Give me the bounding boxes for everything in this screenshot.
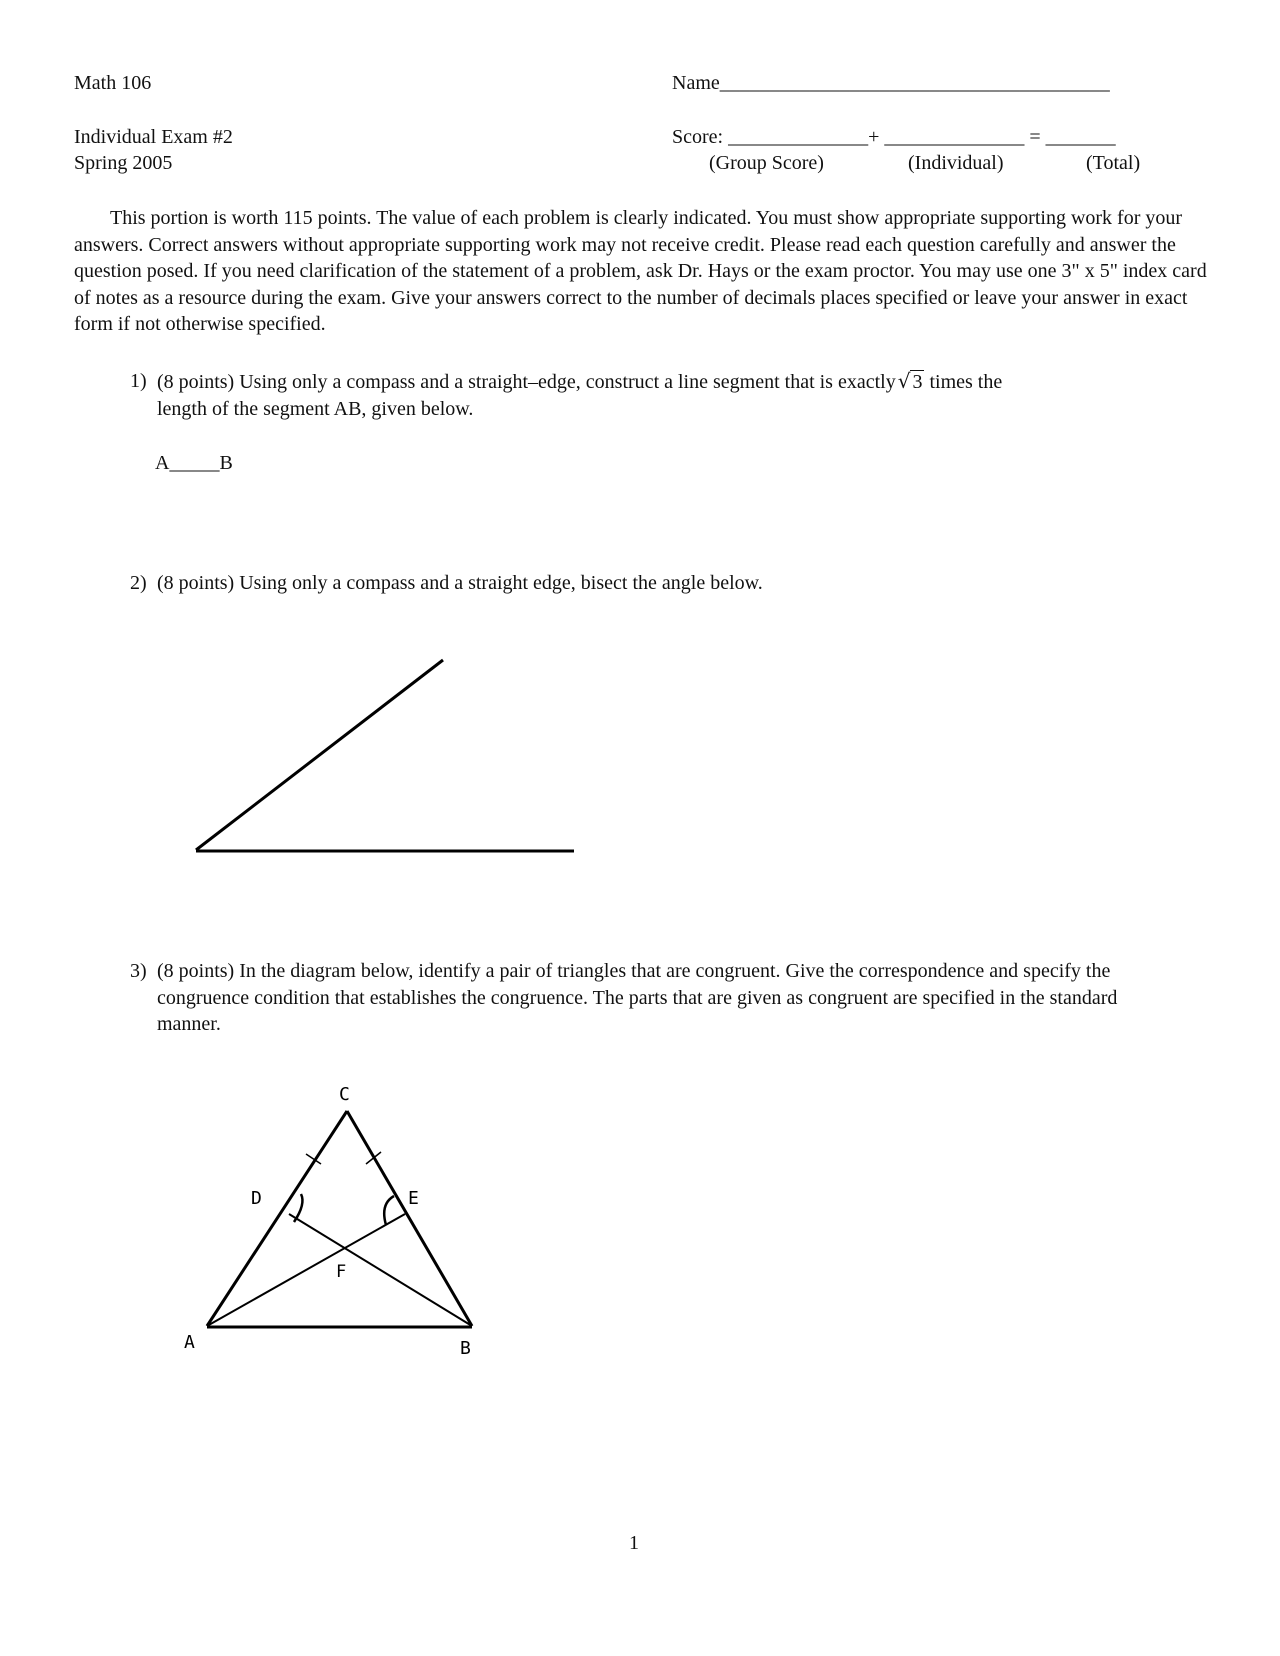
score-label: Score: — [672, 126, 724, 148]
exam-term: Spring 2005 — [74, 152, 173, 174]
exam-title: Individual Exam #2 — [74, 126, 233, 148]
segment-ab: A_____B — [155, 452, 233, 474]
angle-arc-d — [294, 1194, 302, 1222]
side-ac — [207, 1111, 347, 1326]
label-a: A — [184, 1332, 195, 1353]
individual-score-label: (Individual) — [908, 152, 1004, 174]
radicand: 3 — [912, 371, 923, 393]
label-e: E — [408, 1188, 419, 1209]
question-1-number: 1) — [130, 370, 147, 392]
course-title: Math 106 — [74, 72, 152, 94]
label-d: D — [251, 1188, 262, 1209]
name-blank: _______________________________________ — [719, 72, 1110, 94]
question-2-text: (8 points) Using only a compass and a straight edge, bisect the angle below. — [157, 572, 763, 594]
question-1-text-after: times the — [924, 371, 1003, 393]
group-score-label: (Group Score) — [709, 152, 824, 174]
label-f: F — [336, 1262, 347, 1282]
question-1-line2: length of the segment AB, given below. — [157, 397, 474, 420]
label-b: B — [460, 1338, 471, 1359]
total-score-label: (Total) — [1086, 152, 1141, 174]
instructions-text: This portion is worth 115 points. The value of each problem is clearly indicated. You must show appropriate supporting work for your answers. Correct answers without appropriate supporting work may not receive credit. Please read each question carefully and answer the question posed. If you need clarification of the statement of a problem, ask Dr. Hays or the exam proctor. You may use one 3" x 5" index card of notes as a resource during the exam. Give your answers correct to the number of decimals places specified or leave your answer in exact form if not otherwise specified. — [74, 207, 1207, 335]
segment-bd — [289, 1214, 472, 1326]
page-number: 1 — [629, 1532, 639, 1554]
question-3-text: (8 points) In the diagram below, identify a pair of triangles that are congruent. Give the correspondence and specify the congruence condition that establishes the congruence. The parts that are given as congruent are specified in the standard manner. — [157, 960, 1118, 1035]
question-3-number: 3) — [130, 960, 147, 982]
score-blanks: ______________+ ______________ = _______ — [728, 126, 1116, 148]
side-bc — [347, 1111, 472, 1326]
radical-sign: √ — [897, 369, 911, 393]
question-1-text-before: (8 points) Using only a compass and a straight–edge, construct a line segment that is exactly — [157, 371, 896, 393]
question-2-number: 2) — [130, 572, 147, 594]
name-label: Name — [672, 72, 720, 94]
label-c: C — [339, 1084, 350, 1105]
segment-ae — [207, 1214, 405, 1326]
